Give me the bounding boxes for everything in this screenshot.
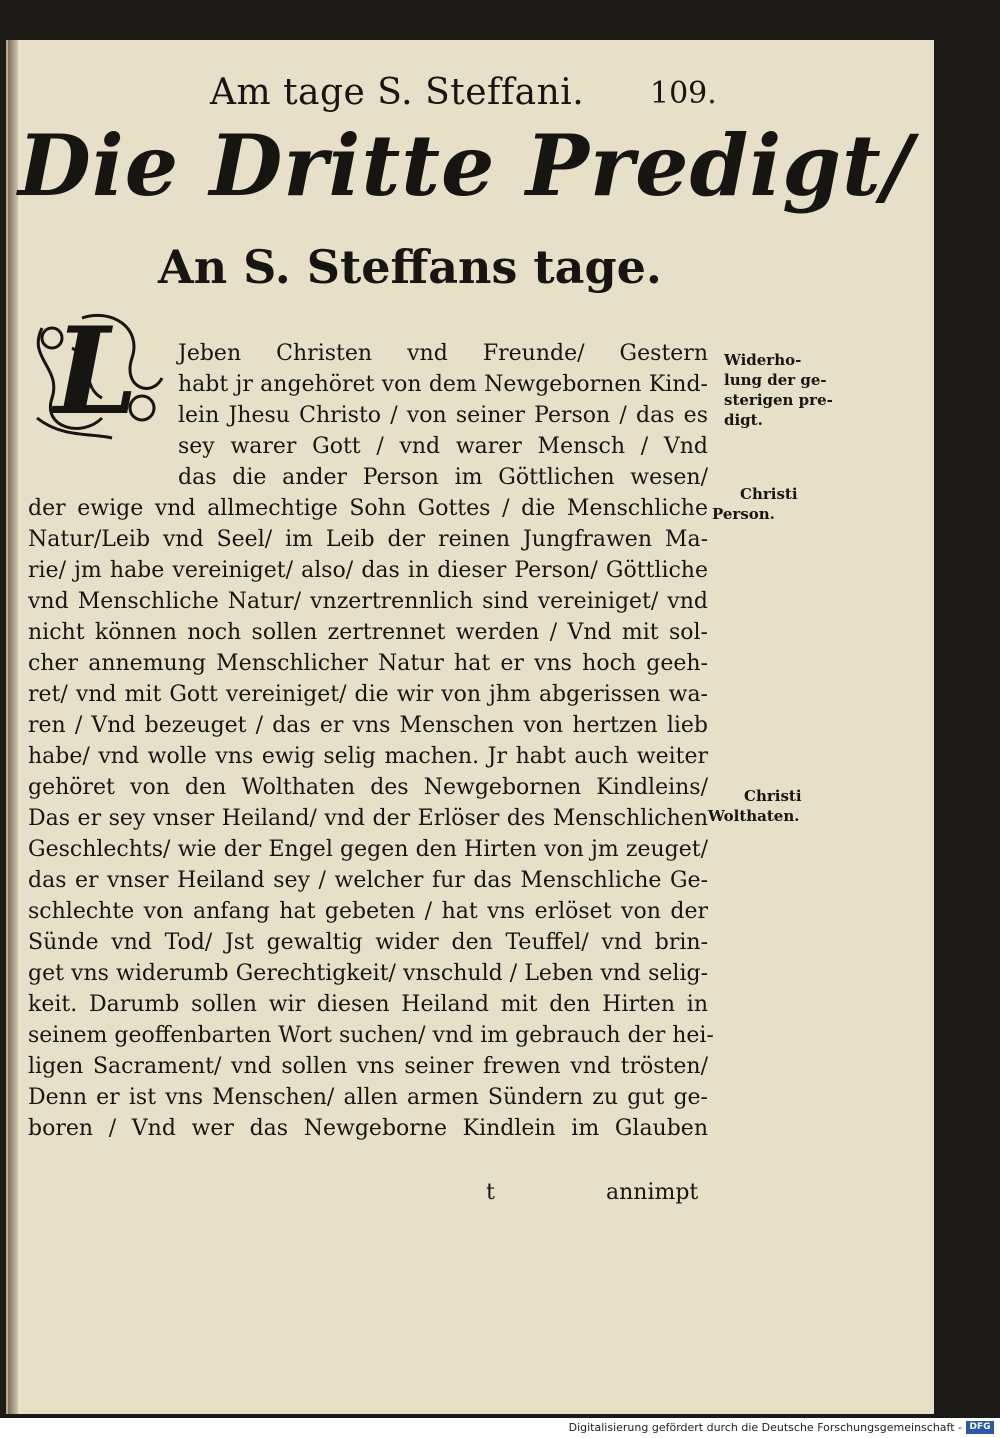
text-line: boren / Vnd wer das Newgeborne Kindlein im Glauben bbox=[28, 1116, 708, 1141]
initial-letter: L bbox=[53, 301, 139, 442]
text-line: gehöret von den Wolthaten des Newgebornen Kindleins/ bbox=[28, 775, 708, 800]
sermon-title: Die Dritte Predigt/ bbox=[18, 116, 914, 215]
decorated-initial bbox=[22, 298, 170, 446]
text-line: Jeben Christen vnd Freunde/ Gestern bbox=[178, 341, 708, 366]
margin-note-line: Widerho- bbox=[724, 351, 802, 369]
margin-note-line: lung der ge- bbox=[724, 371, 827, 389]
text-line: habe/ vnd wolle vns ewig selig machen. Jr habt auch weiter bbox=[28, 744, 708, 769]
text-line: der ewige vnd allmechtige Sohn Gottes / die Menschliche bbox=[28, 496, 708, 521]
text-line: das er vnser Heiland sey / welcher fur das Menschliche Ge- bbox=[28, 868, 708, 893]
footer-bar bbox=[0, 1418, 1000, 1438]
funding-notice: Digitalisierung gefördert durch die Deutsche Forschungsgemeinschaft - bbox=[568, 1421, 962, 1434]
text-line: Denn er ist vns Menschen/ allen armen Sündern zu gut ge- bbox=[28, 1085, 708, 1110]
margin-note-person bbox=[712, 484, 798, 524]
page-spine-edge bbox=[8, 40, 18, 1414]
page-number: 109. bbox=[650, 76, 717, 111]
text-line: ligen Sacrament/ vnd sollen vns seiner frewen vnd trösten/ bbox=[28, 1054, 708, 1079]
text-line: seinem geoffenbarten Wort suchen/ vnd im gebrauch der hei- bbox=[28, 1023, 714, 1048]
signature-mark: t bbox=[486, 1180, 495, 1205]
text-line: keit. Darumb sollen wir diesen Heiland mit den Hirten in bbox=[28, 992, 708, 1017]
text-line: Geschlechts/ wie der Engel gegen den Hirten von jm zeuget/ bbox=[28, 837, 708, 862]
text-line: habt jr angehöret von dem Newgebornen Kind- bbox=[178, 372, 708, 397]
margin-note-line: Christi bbox=[740, 485, 798, 503]
text-line: sey warer Gott / vnd warer Mensch / Vnd bbox=[178, 434, 708, 459]
catchword-line bbox=[28, 1180, 708, 1211]
running-head: Am tage S. Steffani. bbox=[210, 72, 585, 113]
text-line: rie/ jm habe vereiniget/ also/ das in dieser Person/ Göttliche bbox=[28, 558, 708, 583]
text-line: Natur/Leib vnd Seel/ im Leib der reinen Jungfrawen Ma- bbox=[28, 527, 708, 552]
catchword: annimpt bbox=[606, 1180, 699, 1205]
text-line: Das er sey vnser Heiland/ vnd der Erlöser des Menschlichen bbox=[28, 806, 708, 831]
text-line: vnd Menschliche Natur/ vnzertrennlich sind vereiniget/ vnd bbox=[28, 589, 708, 614]
text-line: schlechte von anfang hat gebeten / hat vns erlöset von der bbox=[28, 899, 708, 924]
text-line: lein Jhesu Christo / von seiner Person / das es bbox=[178, 403, 708, 428]
text-line: cher annemung Menschlicher Natur hat er vns hoch geeh- bbox=[28, 651, 708, 676]
margin-note-line: Person. bbox=[712, 505, 775, 523]
text-line: Sünde vnd Tod/ Jst gewaltig wider den Teuffel/ vnd brin- bbox=[28, 930, 708, 955]
text-line: get vns widerumb Gerechtigkeit/ vnschuld / Leben vnd selig- bbox=[28, 961, 708, 986]
margin-note-benefits bbox=[708, 786, 802, 826]
margin-note-line: digt. bbox=[724, 411, 763, 429]
text-line: nicht können noch sollen zertrennet werden / Vnd mit sol- bbox=[28, 620, 708, 645]
margin-note-line: Christi bbox=[744, 787, 802, 805]
text-line: ren / Vnd bezeuget / das er vns Menschen von hertzen lieb bbox=[28, 713, 708, 738]
margin-note-line: sterigen pre- bbox=[724, 391, 833, 409]
text-line: ret/ vnd mit Gott vereiniget/ die wir von jhm abgerissen wa- bbox=[28, 682, 708, 707]
dfg-logo[interactable]: DFG bbox=[966, 1421, 994, 1434]
margin-note-recap bbox=[724, 350, 833, 430]
sermon-subtitle: An S. Steffans tage. bbox=[158, 240, 662, 294]
text-line: das die ander Person im Göttlichen wesen/ bbox=[178, 465, 708, 490]
margin-note-line: Wolthaten. bbox=[708, 807, 800, 825]
